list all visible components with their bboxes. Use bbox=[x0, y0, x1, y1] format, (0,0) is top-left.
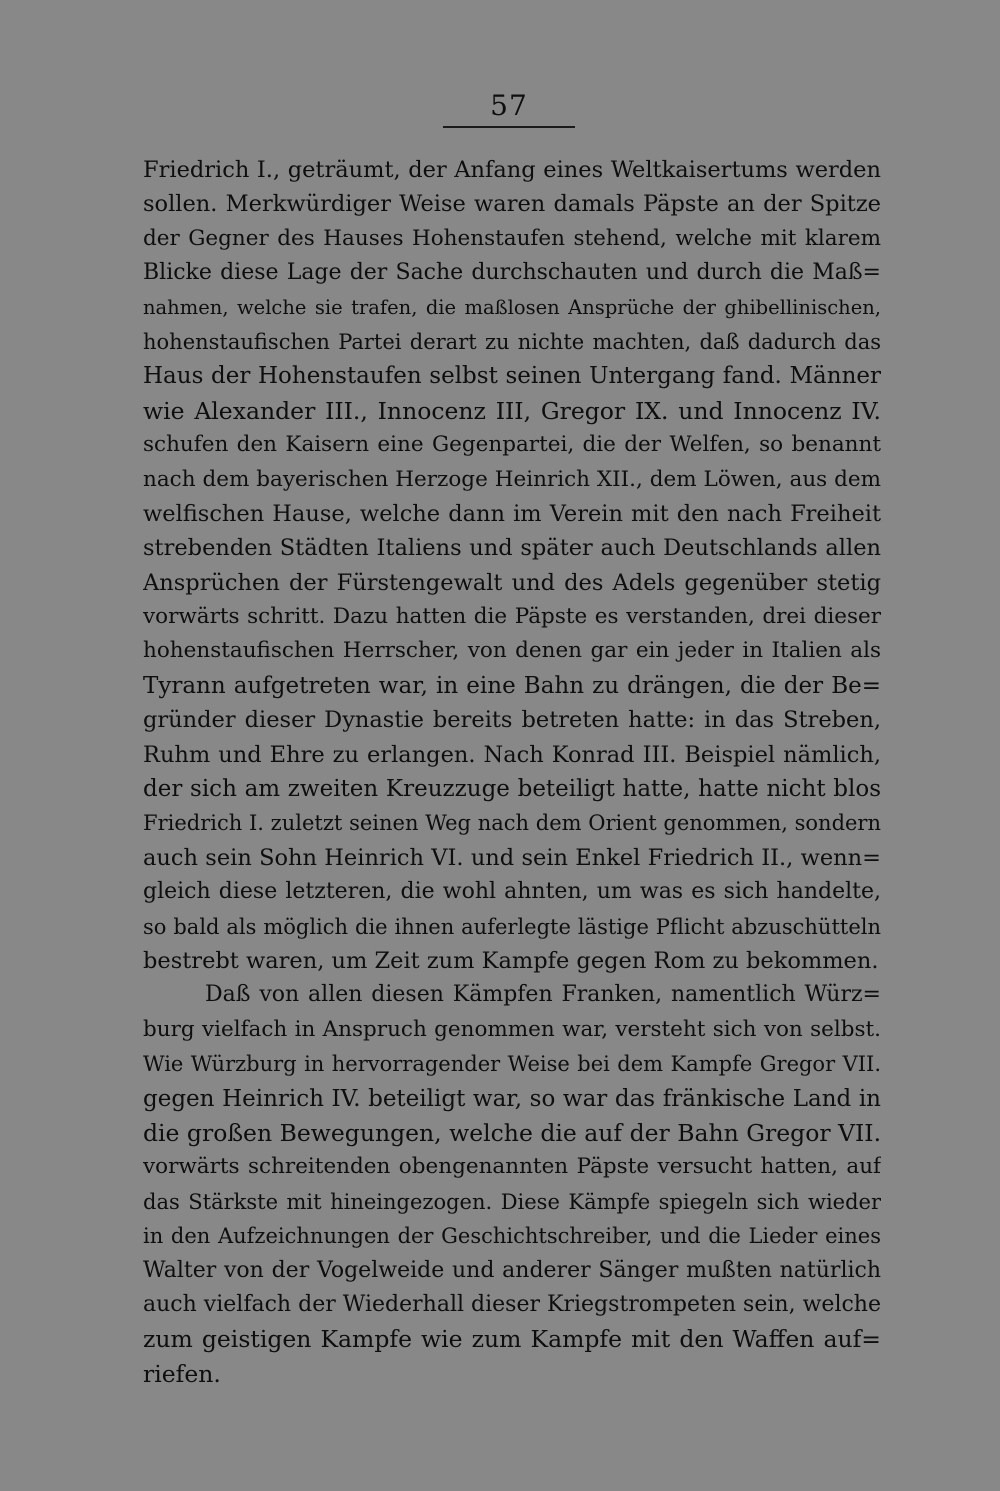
text-line: Wie Würzburg in hervorragender Weise bei dem Kampfe Gregor VII. bbox=[143, 1052, 881, 1077]
text-line: in den Aufzeichnungen der Geschichtschreiber, und die Lieder eines bbox=[143, 1224, 881, 1249]
text-line: nach dem bayerischen Herzoge Heinrich XII., dem Löwen, aus dem bbox=[143, 466, 881, 492]
text-line: so bald als möglich die ihnen auferlegte lästige Pflicht abzuschütteln bbox=[143, 914, 881, 939]
text-line: die großen Bewegungen, welche die auf der Bahn Gregor VII. bbox=[143, 1118, 881, 1147]
text-line: nahmen, welche sie trafen, die maßlosen Ansprüche der ghibellinischen, bbox=[143, 295, 881, 319]
text-line: sollen. Merkwürdiger Weise waren damals Päpste an der Spitze bbox=[143, 191, 881, 218]
text-line: gründer dieser Dynastie bereits betreten hatte: in das Streben, bbox=[143, 707, 881, 734]
text-line: gleich diese letzteren, die wohl ahnten, um was es sich handelte, bbox=[143, 879, 881, 905]
text-line: Ansprüchen der Fürstengewalt und des Adels gegenüber stetig bbox=[143, 569, 881, 596]
text-line: wie Alexander III., Innocenz III, Gregor IX. und Innocenz IV. bbox=[143, 396, 881, 425]
text-line: das Stärkste mit hineingezogen. Diese Kämpfe spiegeln sich wieder bbox=[143, 1189, 881, 1214]
text-line: riefen. bbox=[143, 1359, 221, 1388]
text-line: der sich am zweiten Kreuzzuge beteiligt hatte, hatte nicht blos bbox=[143, 776, 881, 803]
text-line: Ruhm und Ehre zu erlangen. Nach Konrad III. Beispiel nämlich, bbox=[143, 741, 881, 768]
text-line: der Gegner des Hauses Hohenstaufen stehend, welche mit klarem bbox=[143, 225, 881, 251]
text-line: auch sein Sohn Heinrich VI. und sein Enkel Friedrich II., wenn= bbox=[143, 844, 881, 871]
text-line: Tyrann aufgetreten war, in eine Bahn zu drängen, die der Be= bbox=[143, 672, 881, 699]
text-line: Daß von allen diesen Kämpfen Franken, namentlich Würz= bbox=[205, 982, 881, 1008]
text-line: auch vielfach der Wiederhall dieser Kriegstrompeten sein, welche bbox=[143, 1291, 881, 1317]
text-line: bestrebt waren, um Zeit zum Kampfe gegen Rom zu bekommen. bbox=[143, 947, 879, 974]
text-line: strebenden Städten Italiens und später auch Deutschlands allen bbox=[143, 535, 881, 562]
text-line: vorwärts schritt. Dazu hatten die Päpste es verstanden, drei dieser bbox=[143, 604, 881, 630]
text-line: Blicke diese Lage der Sache durchschauten und durch die Maß= bbox=[143, 260, 881, 286]
paragraph bbox=[143, 153, 881, 978]
text-line: gegen Heinrich IV. beteiligt war, so war das fränkische Land in bbox=[143, 1085, 881, 1112]
text-line: zum geistigen Kampfe wie zum Kampfe mit den Waffen auf= bbox=[143, 1325, 881, 1354]
text-line: welfischen Hause, welche dann im Verein mit den nach Freiheit bbox=[143, 500, 881, 527]
body-text bbox=[143, 153, 881, 1391]
text-line: schufen den Kaisern eine Gegenpartei, die der Welfen, so benannt bbox=[143, 432, 881, 458]
text-line: vorwärts schreitenden obengenannten Päpste versucht hatten, auf bbox=[143, 1154, 881, 1180]
paragraph bbox=[143, 978, 881, 1391]
text-line: burg vielfach in Anspruch genommen war, versteht sich von selbst. bbox=[143, 1016, 881, 1042]
text-line: Friedrich I., geträumt, der Anfang eines Weltkaisertums werden bbox=[143, 157, 881, 183]
header-rule bbox=[443, 126, 575, 128]
text-line: hohenstaufischen Partei derart zu nichte machten, daß dadurch das bbox=[143, 329, 881, 354]
text-line: Friedrich I. zuletzt seinen Weg nach dem Orient genommen, sondern bbox=[143, 811, 881, 836]
text-line: Haus der Hohenstaufen selbst seinen Untergang fand. Männer bbox=[143, 363, 881, 390]
text-line: hohenstaufischen Herrscher, von denen gar ein jeder in Italien als bbox=[143, 638, 881, 664]
page-number: 57 bbox=[490, 89, 528, 122]
text-line: Walter von der Vogelweide und anderer Sänger mußten natürlich bbox=[143, 1257, 881, 1283]
